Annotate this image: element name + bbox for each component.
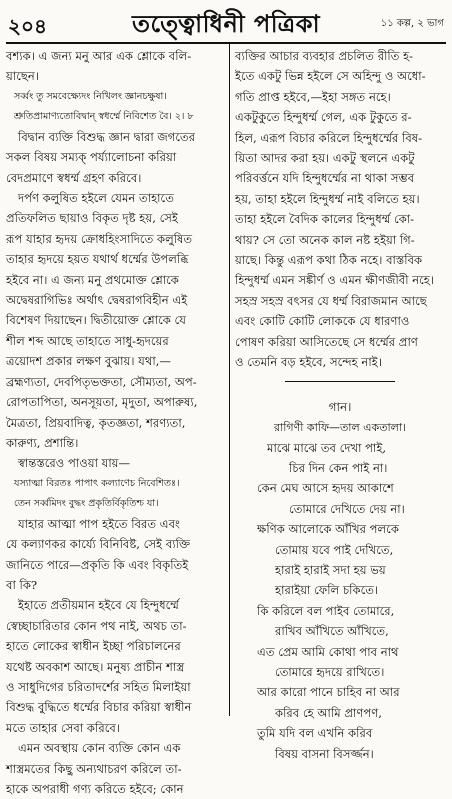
text-line: মৈত্রতা, প্রিয়বাদিত্ব, কৃতজ্ঞতা, শরণ্যতা, [6, 415, 186, 430]
song-line: বিষয় বাসনা বিসর্জ্জন। [275, 746, 374, 761]
song-line: তোমারে হৃদয়ে রাখিতে। [275, 664, 385, 679]
text-line: পোষণ করিয়া আসিতেছে সে ধর্ম্মের প্রাণ [235, 334, 418, 349]
text-line: শীল শব্দ আছে তাহাতে সাধু-হৃদয়ের [6, 333, 169, 348]
page-number: ২০৪ [8, 14, 47, 38]
text-line: একটুকুতে হিন্দুধর্ম্ম গেল, এক টুকুতে র- [235, 110, 412, 125]
column-divider [229, 44, 230, 716]
text-line: বশ্যক। এ জন্য মনু আর এক শ্লোকে বলি- [6, 49, 192, 63]
text-line: সকল বিষয় সম্যক্ পর্য্যালোচনা করিয়া [6, 150, 177, 165]
text-line: শাস্ত্রমতের কিছু অন্যথাচরণ করিলে তা- [6, 761, 182, 776]
text-line: স্বান্তস্তরেও পাওয়া যায়— [18, 456, 131, 471]
text-line: থায়? সে তো অনেক কাল নষ্ট হইয়া গি- [235, 232, 415, 247]
volume-label: ১১ কল্প, ২ ভাগ [380, 18, 444, 29]
text-line: হইবে না। এ জন্য মনু প্রথমোক্ত শ্লোকে [6, 272, 179, 287]
text-line: ও সাধুদিগের চরিতাদর্শের সহিত মিলাইয়া [6, 679, 191, 694]
song-line: চির দিন কেন পাই না। [289, 460, 388, 475]
text-line: হাতে লোকের স্বাধীন ইচ্ছা পরিচালনের [6, 639, 181, 654]
text-line: তাহা হইলে বৈদিক কালের হিন্দুধর্ম্ম কো- [235, 212, 415, 227]
text-line: রোপতাপিতা, অনসূয়তা, মৃদুতা, অপারুষ্য, [6, 395, 198, 410]
text-line: যে কল্যাণকর কার্য্যে বিনিবিষ্ট, সেই ব্যক্তি [6, 537, 191, 552]
song-line: হারাইয়া ফেলি চকিতে। [275, 583, 379, 598]
text-line: প্রতিফলিত ছায়াও বিকৃত দৃষ্ট হয়, সেই [6, 211, 178, 226]
right-column [235, 46, 445, 761]
text-line: জানিতে পারে—প্রকৃতি কি এবং বিকৃতিই [6, 557, 189, 572]
text-line: য়াছেন। [6, 69, 39, 84]
text-line: স্বেচ্ছাচারিতার কোন পথ নাই, অথচ তা- [6, 618, 187, 633]
text-line: তাহার হৃদয়ে হয়ত যথার্থ ধর্ম্মের উপলব্ধি [6, 252, 189, 267]
text-line: বেদপ্রমাণে স্বধর্ম্ম গ্রহণ করিবে। [6, 170, 142, 185]
song-line: হারাই হারাই সদা হয় ভয় [275, 562, 386, 577]
song-raga: রাগিণী কাফি—তাল একতালা। [274, 420, 406, 434]
song-line: কি করিলে বল পাইব তোমারে, [257, 603, 395, 618]
song-line: এত প্রেম আমি কোথা পাব নাথ [257, 644, 399, 659]
text-line: ইতে একটু ভিন্ন হইলে সে অহিন্দু ও অধো- [235, 69, 426, 84]
text-line: এবং কোটি কোটি লোককে যে ধারণাও [235, 314, 410, 329]
text-line: যথেষ্ট অবকাশ আছে। মনুষ্য প্রাচীন শাস্ত্র [6, 659, 185, 674]
text-line: হিল, এরূপ বিচার করিলে হিন্দুধর্ম্মের বিষ- [235, 130, 423, 145]
song-line: ক্ষণিক আলোকে আঁখির পলকে [257, 522, 399, 537]
text-line: ইহাতে প্রতীয়মান হইবে যে হিন্দুধর্ম্মে [18, 598, 179, 613]
sanskrit-verse-line: শ্রুতিপ্রামাণ্যতোবিদ্বান্ স্বধর্ম্মে নিবিশেত বৈ। ২। ৮ [14, 110, 194, 122]
text-line: য়িতা আদর করা হয়। একটু স্থলনে একটু [235, 151, 415, 166]
text-line: সহস্র সহস্র বৎসর যে ধর্ম্ম বিরাজমান আছে [235, 293, 427, 308]
text-line: দর্পণ কলুষিত হইলে যেমন তাহাতে [18, 191, 174, 206]
text-line: হয়, তাহা হইলে হিন্দুধর্ম্ম নাই বলিতে হয়। [235, 191, 420, 206]
text-line: হিন্দুধর্ম্ম এমন সঙ্কীর্ণ ও এমন ক্ষীণজীবী নহে। [235, 273, 435, 288]
song-line: করিব হে আমি প্রাণপণ, [275, 705, 382, 720]
text-line: বিদ্বান ব্যক্তি বিশুদ্ধ জ্ঞান দ্বারা জগতের [18, 129, 196, 144]
text-line: য়াছে। কিন্তু এরূপ কথা ঠিক নহে। বাস্তবিক [235, 253, 423, 268]
text-line: এমন অবস্থায় কোন ব্যক্তি কোন এক [18, 741, 181, 756]
song-line: রাখিব আঁখিতে আঁখিতে, [275, 624, 389, 639]
text-line: যাহার আত্মা পাপ হইতে বিরত এবং [18, 516, 181, 531]
song-line: কেন মেঘ আসে হৃদয় আকাশে [257, 481, 394, 496]
right-prose [235, 46, 445, 373]
text-line: বা কি? [6, 577, 38, 592]
text-line: অদ্বেষরাগিভিঃ অর্থাৎ দ্বেষরাগবিহীন এই [6, 293, 188, 308]
text-line: রূপ যাহার হৃদয় ক্রোধহিংসাদিতে কলুষিত [6, 231, 193, 246]
text-line: বিশেষণ দিয়াছেন। দ্বিতীয়োক্ত শ্লোকে যে [6, 313, 186, 328]
text-line: ব্রহ্মণ্যতা, দেবপিতৃভক্ততা, সৌম্যতা, অপ- [6, 374, 197, 389]
text-line: ত্রয়োদশ প্রকার লক্ষণ বুঝায়। যথা,— [6, 354, 171, 369]
text-line: গতি প্রাপ্ত হইবে,—ইহা সঙ্গত নহে। [235, 89, 391, 104]
text-line: কারুণ্য, প্রশান্তি। [6, 435, 79, 450]
song-line: তুমি যদি বল এখনি করিব [257, 726, 373, 741]
section-divider [285, 381, 395, 382]
song-line: তোমারে দেখিতে দেয় না। [289, 501, 405, 516]
journal-title: তত্ত্বোধিনী পত্রিকা [131, 9, 321, 38]
page-header [6, 2, 446, 46]
sanskrit-verse-line: যস্যাত্মা বিরতঃ পাপাৎ কল্যাণেচ নিবেশিতঃ। [14, 477, 180, 489]
text-line: বিশুদ্ধ বুদ্ধিতে ধর্ম্মের বিচার করিয়া স্বাধীন [6, 700, 192, 715]
left-column [6, 46, 224, 796]
text-line: হাকে অপরাধী গণ্য করিতে হইবে; কোন [6, 782, 184, 796]
text-line: ও তেমনি বড় হইবে, সন্দেহ নাই। [235, 355, 382, 370]
song-lines [235, 438, 445, 765]
sanskrit-verse-line: তেন সর্ব্বমিদং বুদ্ধং প্রকৃতির্বিকৃতিশ্চ যা। [14, 497, 159, 509]
text-line: মতে তাহার সেবা করিবে। [6, 720, 120, 735]
text-line: পরিবর্ত্তনে যদি হিন্দুধর্ম্মের না থাকা সম্ভব [235, 171, 415, 186]
song-line: মাঝে মাঝে তব দেখা পাই, [267, 440, 387, 455]
text-line: ব্যক্তির আচার ব্যবহার প্রচলিত রীতি হ- [235, 49, 414, 63]
song-line: তোমায় যবে পাই দেখিতে, [275, 542, 394, 557]
song-line: আর কারো পানে চাহিব না আর [257, 685, 400, 700]
sanskrit-verse-line: সর্ব্বং তু সমবেক্ষ্যেদং নিখিলং জ্ঞানচক্ষুষা। [14, 90, 167, 102]
header-rule [6, 42, 446, 44]
song-heading: গান। [328, 399, 352, 414]
